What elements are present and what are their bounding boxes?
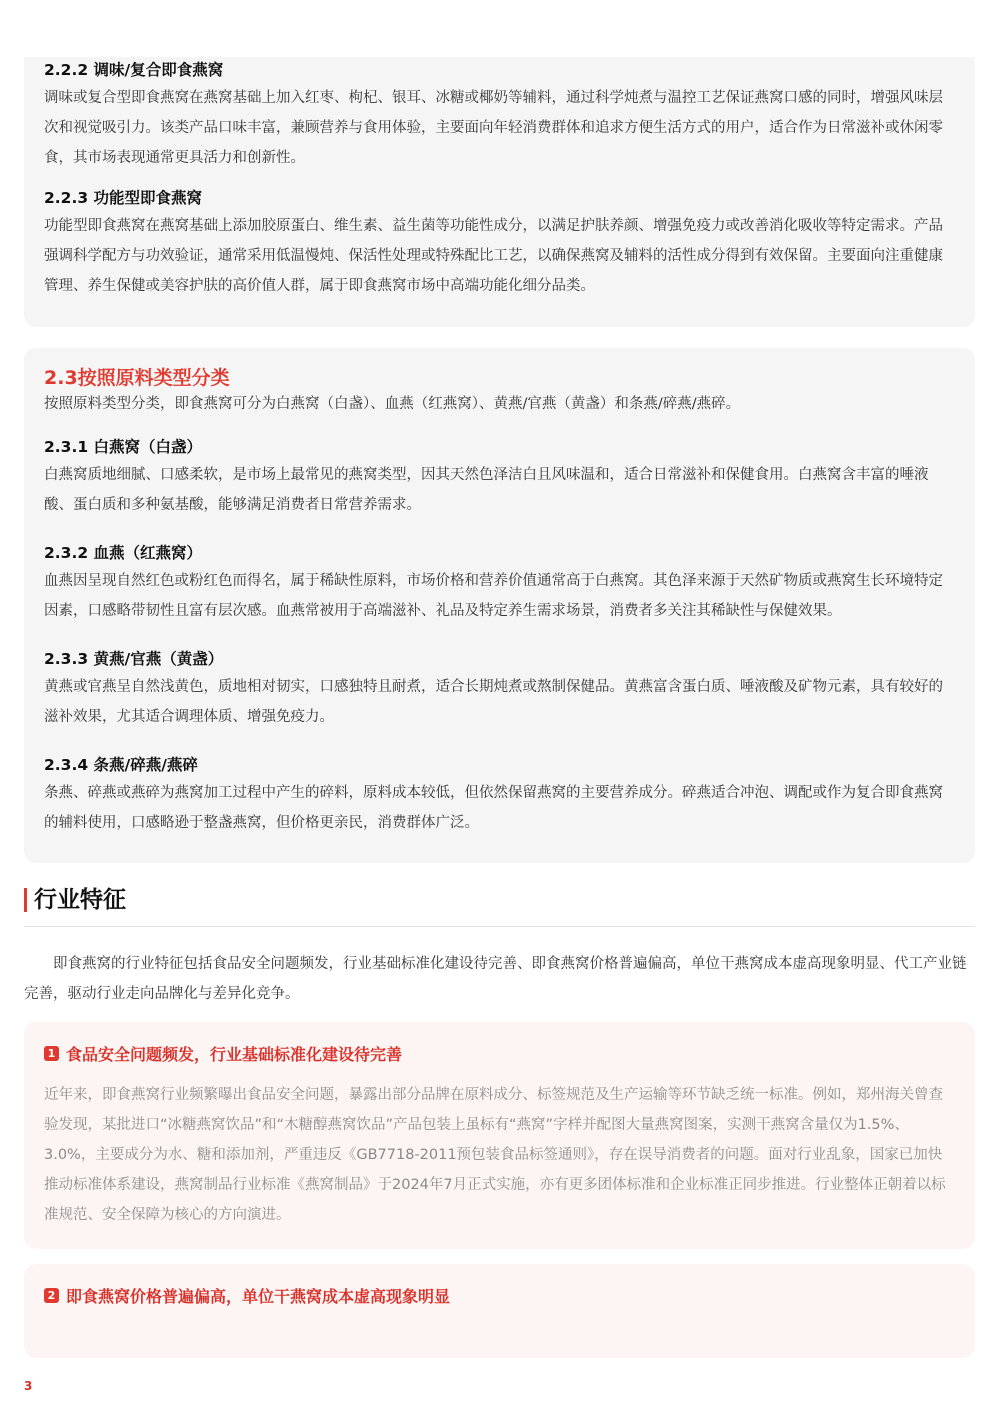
paragraph-2-3-4: 条燕、碎燕或燕碎为燕窝加工过程中产生的碎料，原料成本较低，但依然保留燕窝的主要营养成分。碎燕适合冲泡、调配或作为复合即食燕窝的辅料使用，口感略逊于整盏燕窝，但价格更亲民，消费群体广泛。 [44,785,943,831]
section-card-2-2 [24,57,975,327]
feature-card-2 [24,1264,975,1358]
number-badge-icon: 2 [44,1288,59,1303]
section-card-2-3 [24,348,975,863]
subheading-2-3-4: 2.3.4 条燕/碎燕/燕碎 [44,756,198,774]
section-title-2-3: 2.3按照原料类型分类 [44,367,230,389]
feature-card-heading [44,1282,955,1308]
heading-accent-bar [24,888,27,912]
feature-card-1 [24,1022,975,1249]
features-intro: 即食燕窝的行业特征包括食品安全问题频发，行业基础标准化建设待完善、即食燕窝价格普遍偏高，单位干燕窝成本虚高现象明显、代工产业链完善，驱动行业走向品牌化与差异化竞争。 [24,956,967,1002]
feature-card-heading [44,1040,955,1066]
number-badge-icon: 1 [44,1046,59,1061]
subheading-2-3-3: 2.3.3 黄燕/官燕（黄盏） [44,650,224,668]
features-title: 行业特征 [34,887,126,913]
feature-card-body: 近年来，即食燕窝行业频繁曝出食品安全问题，暴露出部分品牌在原料成分、标签规范及生产运输等环节缺乏统一标准。例如，郑州海关曾查验发现，某批进口“冰糖燕窝饮品”和“木糖醇燕窝饮品”产品包装上虽标有“燕窝”字样并配图大量燕窝图案，实测干燕窝含量仅为1.5%、3.0%，主要成分为水、糖和添加剂，严重违反《GB7718-2011预包装食品标签通则》，存在误导消费者的问题。面对行业乱象，国家已加快推动标准体系建设，燕窝制品行业标准《燕窝制品》于2024年7月正式实施，亦有更多团体标准和企业标准正同步推进。行业整体正朝着以标准规范、安全保障为核心的方向演进。 [44,1087,946,1223]
paragraph-2-3-2: 血燕因呈现自然红色或粉红色而得名，属于稀缺性原料，市场价格和营养价值通常高于白燕窝。其色泽来源于天然矿物质或燕窝生长环境特定因素，口感略带韧性且富有层次感。血燕常被用于高端滋补、礼品及特定养生需求场景，消费者多关注其稀缺性与保健效果。 [44,573,943,619]
subheading-2-3-2: 2.3.2 血燕（红燕窝） [44,544,203,562]
feature-card-title: 即食燕窝价格普遍偏高，单位干燕窝成本虚高现象明显 [66,1286,451,1306]
paragraph-2-3-3: 黄燕或官燕呈自然浅黄色，质地相对韧实，口感独特且耐煮，适合长期炖煮或熬制保健品。黄燕富含蛋白质、唾液酸及矿物元素，具有较好的滋补效果，尤其适合调理体质、增强免疫力。 [44,679,943,725]
features-heading [24,885,975,927]
subheading-2-2-2: 2.2.2 调味/复合即食燕窝 [44,61,224,79]
subheading-2-3-1: 2.3.1 白燕窝（白盏） [44,438,203,456]
feature-card-title: 食品安全问题频发，行业基础标准化建设待完善 [66,1044,403,1064]
subheading-2-2-3: 2.2.3 功能型即食燕窝 [44,189,203,207]
paragraph-2-2-3: 功能型即食燕窝在燕窝基础上添加胶原蛋白、维生素、益生菌等功能性成分，以满足护肤养颜、增强免疫力或改善消化吸收等特定需求。产品强调科学配方与功效验证，通常采用低温慢炖、保活性处理或特殊配比工艺，以确保燕窝及辅料的活性成分得到有效保留。主要面向注重健康管理、养生保健或美容护肤的高价值人群，属于即食燕窝市场中高端功能化细分品类。 [44,218,943,294]
paragraph-2-3-1: 白燕窝质地细腻、口感柔软，是市场上最常见的燕窝类型，因其天然色泽洁白且风味温和，适合日常滋补和保健食用。白燕窝含丰富的唾液酸、蛋白质和多种氨基酸，能够满足消费者日常营养需求。 [44,467,929,513]
paragraph-2-2-2: 调味或复合型即食燕窝在燕窝基础上加入红枣、枸杞、银耳、冰糖或椰奶等辅料，通过科学炖煮与温控工艺保证燕窝口感的同时，增强风味层次和视觉吸引力。该类产品口味丰富，兼顾营养与食用体验，主要面向年轻消费群体和追求方便生活方式的用户，适合作为日常滋补或休闲零食，其市场表现通常更具活力和创新性。 [44,90,943,166]
page-number: 3 [24,1379,33,1393]
section-intro-2-3: 按照原料类型分类，即食燕窝可分为白燕窝（白盏）、血燕（红燕窝）、黄燕/官燕（黄盏）和条燕/碎燕/燕碎。 [44,396,741,412]
